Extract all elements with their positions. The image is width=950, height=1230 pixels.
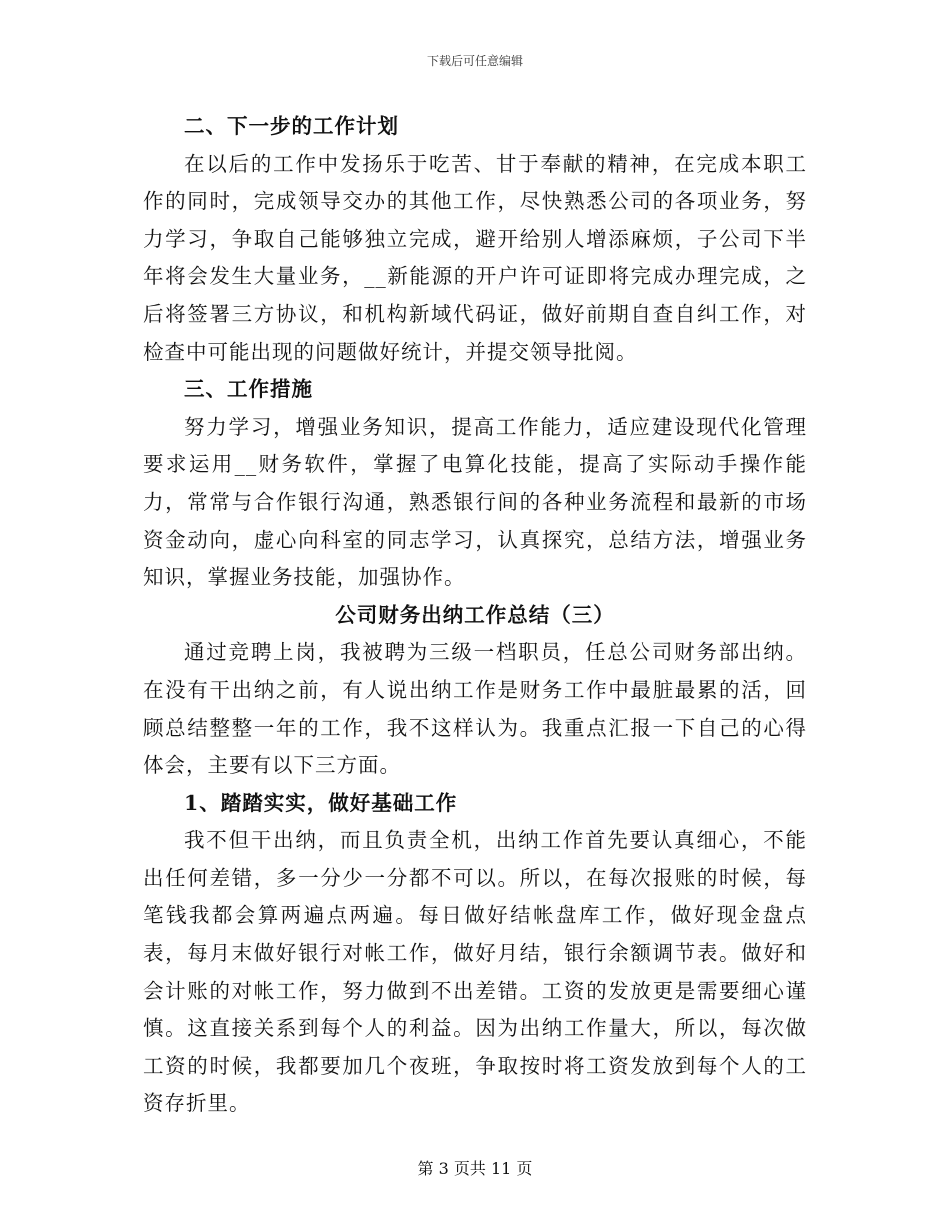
section-heading-next-plan: 二、下一步的工作计划 [184, 114, 399, 138]
body-paragraph: 努力学习，增强业务知识，提高工作能力，适应建设现代化管理要求运用__财务软件，掌握了电算化技能，提高了实际动手操作能力，常常与合作银行沟通，熟悉银行间的各种业务流程和最新的市场资金动向，虚心向科室的同志学习，认真探究，总结方法，增强业务知识，掌握业务技能，加强协作。 [143, 414, 807, 590]
document-body [143, 108, 807, 1123]
body-paragraph: 我不但干出纳，而且负责全机，出纳工作首先要认真细心，不能出任何差错，多一分少一分都不可以。所以，在每次报账的时候，每笔钱我都会算两遍点两遍。每日做好结帐盘库工作，做好现金盘点表，每月末做好银行对帐工作，做好月结，银行余额调节表。做好和会计账的对帐工作，努力做到不出差错。工资的发放更是需要细心谨慎。这直接关系到每个人的利益。因为出纳工作量大，所以，每次做工资的时候，我都要加几个夜班，争取按时将工资发放到每个人的工资存折里。 [143, 828, 807, 1116]
page-number-footer: 第 3 页共 11 页 [417, 1159, 533, 1178]
section-heading-measures: 三、工作措施 [184, 377, 313, 402]
page-header-note: 下载后可任意编辑 [426, 54, 523, 68]
document-title: 公司财务出纳工作总结（三） [335, 602, 615, 627]
section-heading-basic-work: 1、踏踏实实，做好基础工作 [184, 790, 458, 815]
body-paragraph: 在以后的工作中发扬乐于吃苦、甘于奉献的精神，在完成本职工作的同时，完成领导交办的其他工作，尽快熟悉公司的各项业务，努力学习，争取自己能够独立完成，避开给别人增添麻烦，子公司下半年将会发生大量业务，__新能源的开户许可证即将完成办理完成，之后将签署三方协议，和机构新域代码证，做好前期自查自纠工作，对检查中可能出现的问题做好统计，并提交领导批阅。 [143, 151, 807, 364]
body-paragraph: 通过竞聘上岗，我被聘为三级一档职员，任总公司财务部出纳。在没有干出纳之前，有人说出纳工作是财务工作中最脏最累的活，回顾总结整整一年的工作，我不这样认为。我重点汇报一下自己的心得体会，主要有以下三方面。 [143, 640, 807, 778]
